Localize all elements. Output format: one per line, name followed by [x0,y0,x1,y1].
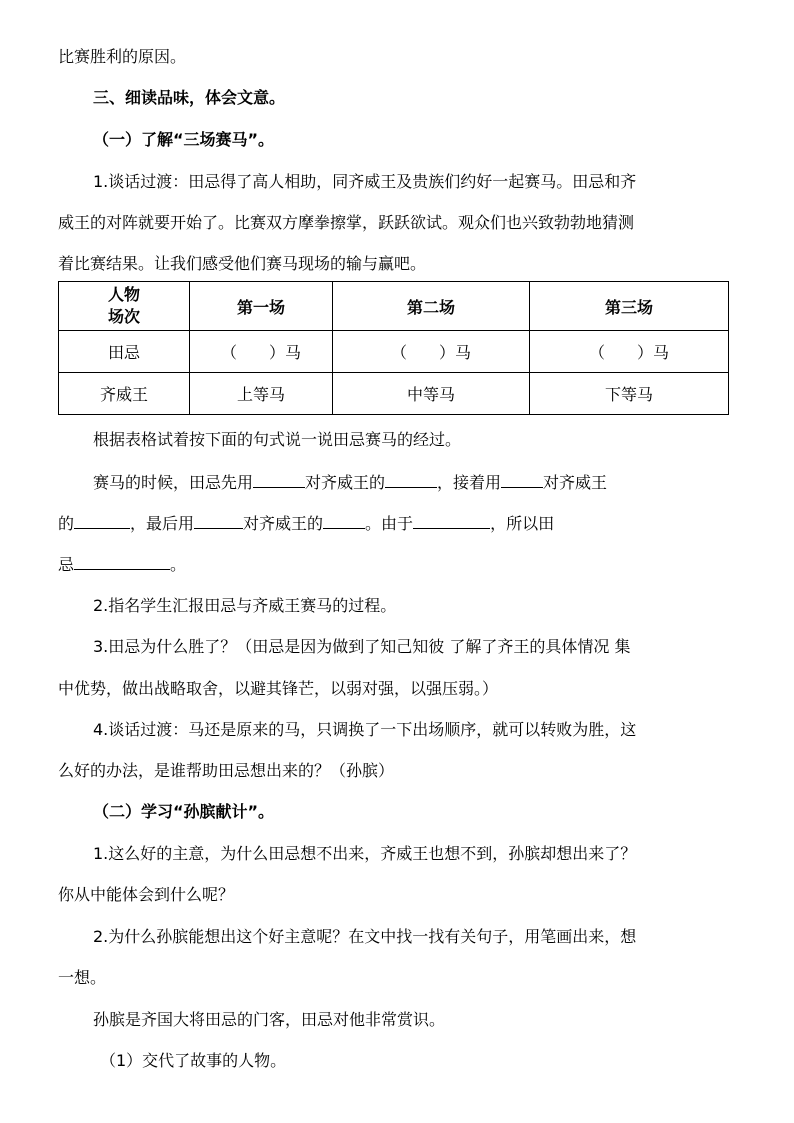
row-label: 田忌 [59,331,190,373]
section-heading: 三、细读品味，体会文意。 [93,88,286,107]
sentence-text: ，所以田 [490,514,555,533]
fill-blank [323,511,365,529]
text-line: 2.为什么孙膑能想出这个好主意呢？在文中找一找有关句子，用笔画出来，想 [93,927,637,946]
text-line: 一想。 [58,968,107,987]
sentence-text: 赛马的时候，田忌先用 [93,473,254,492]
text-line: 威王的对阵就要开始了。比赛双方摩拳擦掌，跃跃欲试。观众们也兴致勃勃地猜测 [58,213,635,232]
text-line: 么好的办法，是谁帮助田忌想出来的？（孙膑） [58,761,395,780]
table-header-row [59,282,729,331]
fill-blank [501,470,543,488]
fill-in-sentence-line [58,552,186,577]
table-cell: （ ）马 [530,331,729,373]
table-cell: 上等马 [190,373,333,415]
table-header-cell: 第三场 [530,282,729,331]
table-corner-cell [59,282,190,331]
sentence-text: 对齐威王的 [305,473,386,492]
sentence-text: 的 [58,514,75,533]
text-line: 1.这么好的主意，为什么田忌想不出来，齐威王也想不到，孙膑却想出来了？ [93,844,637,863]
fill-blank [74,552,170,570]
subsection-heading: （二）学习“孙膑献计”。 [93,802,275,821]
fill-blank [413,511,490,529]
subsection-heading: （一）了解“三场赛马”。 [93,130,275,149]
sentence-text: 。由于 [365,514,414,533]
table-cell: 中等马 [333,373,530,415]
fill-in-sentence-line [58,511,554,536]
text-line: 着比赛结果。让我们感受他们赛马现场的输与赢吧。 [58,254,427,273]
sentence-text: 忌 [58,555,75,574]
text-line: 4.谈话过渡：马还是原来的马，只调换了一下出场顺序，就可以转败为胜，这 [93,720,637,739]
table-cell: （ ）马 [190,331,333,373]
corner-label-top: 人物 [107,285,140,304]
text-line: 2.指名学生汇报田忌与齐威王赛马的过程。 [93,596,397,615]
horse-race-table [58,281,729,415]
table-cell: 下等马 [530,373,729,415]
row-label: 齐威王 [59,373,190,415]
corner-label-bottom: 场次 [107,307,140,326]
table-cell: （ ）马 [333,331,530,373]
text-line: 1.谈话过渡：田忌得了高人相助，同齐威王及贵族们约好一起赛马。田忌和齐 [93,172,637,191]
fill-blank [253,470,305,488]
sentence-text: 。 [170,555,187,574]
sentence-text: ，接着用 [437,473,502,492]
text-line: （1）交代了故事的人物。 [100,1051,287,1070]
table-header-cell: 第一场 [190,282,333,331]
sentence-text: ，最后用 [130,514,195,533]
fill-blank [194,511,243,529]
text-line: 中优势，做出战略取舍，以避其锋芒，以弱对强，以强压弱。） [58,679,499,698]
fill-blank [74,511,130,529]
table-row [59,373,729,415]
text-line: 你从中能体会到什么呢？ [58,885,235,904]
fill-in-sentence-line [93,470,607,495]
table-header-cell: 第二场 [333,282,530,331]
text-line: 孙膑是齐国大将田忌的门客，田忌对他非常赏识。 [93,1010,446,1029]
text-line: 根据表格试着按下面的句式说一说田忌赛马的经过。 [93,430,462,449]
text-line: 3.田忌为什么胜了？（田忌是因为做到了知己知彼 了解了齐王的具体情况 集 [93,637,631,656]
sentence-text: 对齐威王的 [243,514,324,533]
fill-blank [385,470,437,488]
sentence-text: 对齐威王 [543,473,608,492]
text-line: 比赛胜利的原因。 [58,47,187,66]
table-row [59,331,729,373]
